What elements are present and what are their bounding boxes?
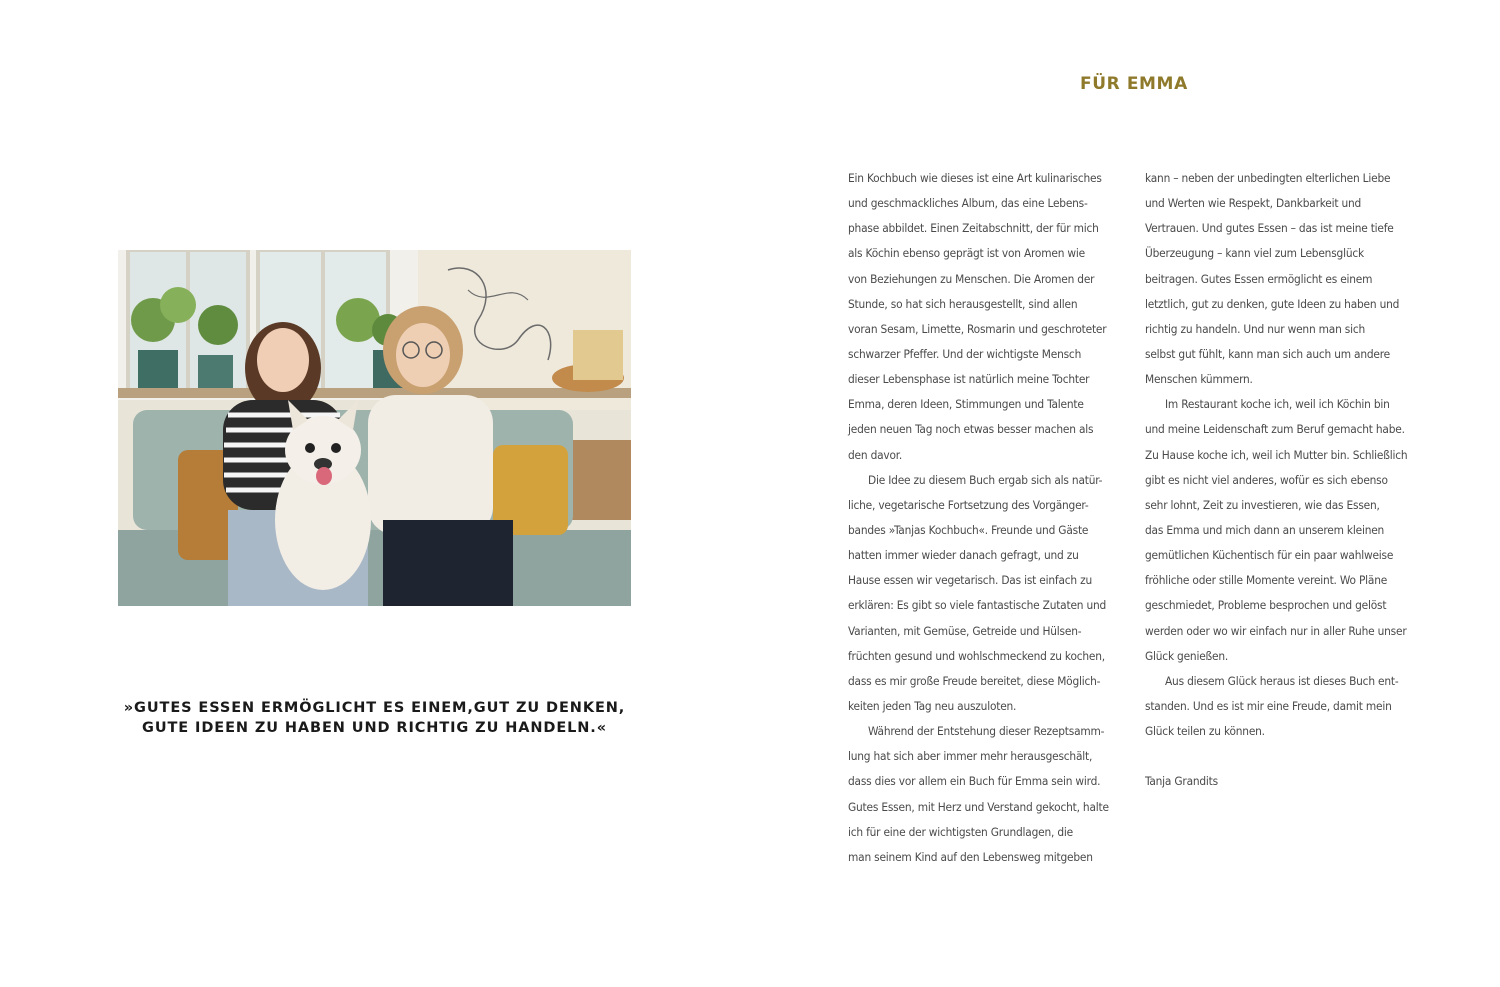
text-line: ich für eine der wichtigsten Grundlagen, die bbox=[848, 824, 1073, 839]
text-line: Gutes Essen, mit Herz und Verstand gekocht, halte bbox=[848, 799, 1109, 814]
text-line: bandes »Tanjas Kochbuch«. Freunde und Gäste bbox=[848, 522, 1089, 537]
text-line: gibt es nicht viel anderes, wofür es sich ebenso bbox=[1145, 472, 1388, 487]
text-line: Aus diesem Glück heraus ist dieses Buch ent- bbox=[1165, 673, 1399, 688]
text-line: Glück teilen zu können. bbox=[1145, 724, 1265, 739]
text-line: hatten immer wieder danach gefragt, und zu bbox=[848, 548, 1079, 563]
text-line: Glück genießen. bbox=[1145, 648, 1229, 663]
text-line: und geschmackliches Album, das eine Lebens- bbox=[848, 196, 1088, 211]
pull-quote-line: »GUTES ESSEN ERMÖGLICHT ES EINEM,GUT ZU DENKEN, bbox=[123, 700, 626, 716]
text-line: Während der Entstehung dieser Rezeptsamm- bbox=[868, 724, 1105, 739]
text-line: das Emma und mich dann an unserem kleinen bbox=[1145, 522, 1385, 537]
text-line: Emma, deren Ideen, Stimmungen und Talente bbox=[848, 397, 1084, 412]
text-line: jeden neuen Tag noch etwas besser machen als bbox=[848, 422, 1094, 437]
text-line: von Beziehungen zu Menschen. Die Aromen der bbox=[848, 271, 1095, 286]
text-line: letztlich, gut zu denken, gute Ideen zu haben und bbox=[1145, 296, 1400, 311]
text-line: liche, vegetarische Fortsetzung des Vorgänger- bbox=[848, 497, 1089, 512]
text-line: Varianten, mit Gemüse, Getreide und Hülsen- bbox=[848, 623, 1082, 638]
text-line: Vertrauen. Und gutes Essen – das ist meine tiefe bbox=[1145, 221, 1394, 236]
text-line: gemütlichen Küchentisch für ein paar wahlweise bbox=[1145, 548, 1394, 563]
page-title: FÜR EMMA bbox=[1080, 74, 1188, 94]
text-line: beitragen. Gutes Essen ermöglicht es einem bbox=[1145, 271, 1373, 286]
text-line: geschmiedet, Probleme besprochen und gelöst bbox=[1145, 598, 1387, 613]
text-line: und meine Leidenschaft zum Beruf gemacht habe. bbox=[1145, 422, 1405, 437]
text-line: Menschen kümmern. bbox=[1145, 372, 1253, 387]
text-line: erklären: Es gibt so viele fantastische Zutaten und bbox=[848, 598, 1107, 613]
portrait-photo bbox=[118, 250, 631, 606]
text-line: richtig zu handeln. Und nur wenn man sich bbox=[1145, 321, 1366, 336]
text-line: Stunde, so hat sich herausgestellt, sind allen bbox=[848, 296, 1078, 311]
text-line: Die Idee zu diesem Buch ergab sich als natür- bbox=[868, 472, 1103, 487]
pull-quote-line: GUTE IDEEN ZU HABEN UND RICHTIG ZU HANDELN.« bbox=[142, 720, 607, 736]
text-line: lung hat sich aber immer mehr herausgeschält, bbox=[848, 749, 1093, 764]
text-line: Im Restaurant koche ich, weil ich Köchin bin bbox=[1165, 397, 1390, 412]
text-line: man seinem Kind auf den Lebensweg mitgeben bbox=[848, 849, 1093, 864]
text-line: kann – neben der unbedingten elterlichen Liebe bbox=[1145, 171, 1391, 185]
text-line: Ein Kochbuch wie dieses ist eine Art kulinarisches bbox=[848, 171, 1102, 185]
text-line: schwarzer Pfeffer. Und der wichtigste Mensch bbox=[848, 346, 1082, 361]
text-line: Zu Hause koche ich, weil ich Mutter bin. Schließlich bbox=[1145, 447, 1408, 462]
text-line: Hause essen wir vegetarisch. Das ist einfach zu bbox=[848, 573, 1092, 588]
signature: Tanja Grandits bbox=[1145, 774, 1218, 789]
text-line: dass dies vor allem ein Buch für Emma sein wird. bbox=[848, 774, 1101, 789]
text-line: und Werten wie Respekt, Dankbarkeit und bbox=[1145, 196, 1362, 211]
text-line: früchten gesund und wohlschmeckend zu kochen, bbox=[848, 648, 1105, 663]
text-line: standen. Und es ist mir eine Freude, damit mein bbox=[1145, 698, 1392, 713]
text-line: dieser Lebensphase ist natürlich meine Tochter bbox=[848, 372, 1090, 387]
pull-quote bbox=[118, 698, 631, 738]
text-line: fröhliche oder stille Momente vereint. Wo Pläne bbox=[1145, 573, 1388, 588]
text-line: phase abbildet. Einen Zeitabschnitt, der für mich bbox=[848, 221, 1099, 236]
text-line: als Köchin ebenso geprägt ist von Aromen wie bbox=[848, 246, 1085, 261]
text-line: keiten jeden Tag neu auszuloten. bbox=[848, 698, 1017, 713]
text-line: den davor. bbox=[848, 447, 903, 462]
text-line: selbst gut fühlt, kann man sich auch um andere bbox=[1145, 346, 1390, 361]
text-column-1 bbox=[848, 166, 1123, 870]
text-line: voran Sesam, Limette, Rosmarin und geschroteter bbox=[848, 321, 1107, 336]
text-line: dass es mir große Freude bereitet, diese Möglich- bbox=[848, 673, 1101, 688]
text-line: sehr lohnt, Zeit zu investieren, wie das Essen, bbox=[1145, 497, 1380, 512]
portrait-illustration bbox=[118, 250, 631, 606]
text-column-2 bbox=[1145, 166, 1425, 795]
text-line: werden oder wo wir einfach nur in aller Ruhe unser bbox=[1145, 623, 1407, 638]
text-line: Überzeugung – kann viel zum Lebensglück bbox=[1145, 246, 1364, 261]
